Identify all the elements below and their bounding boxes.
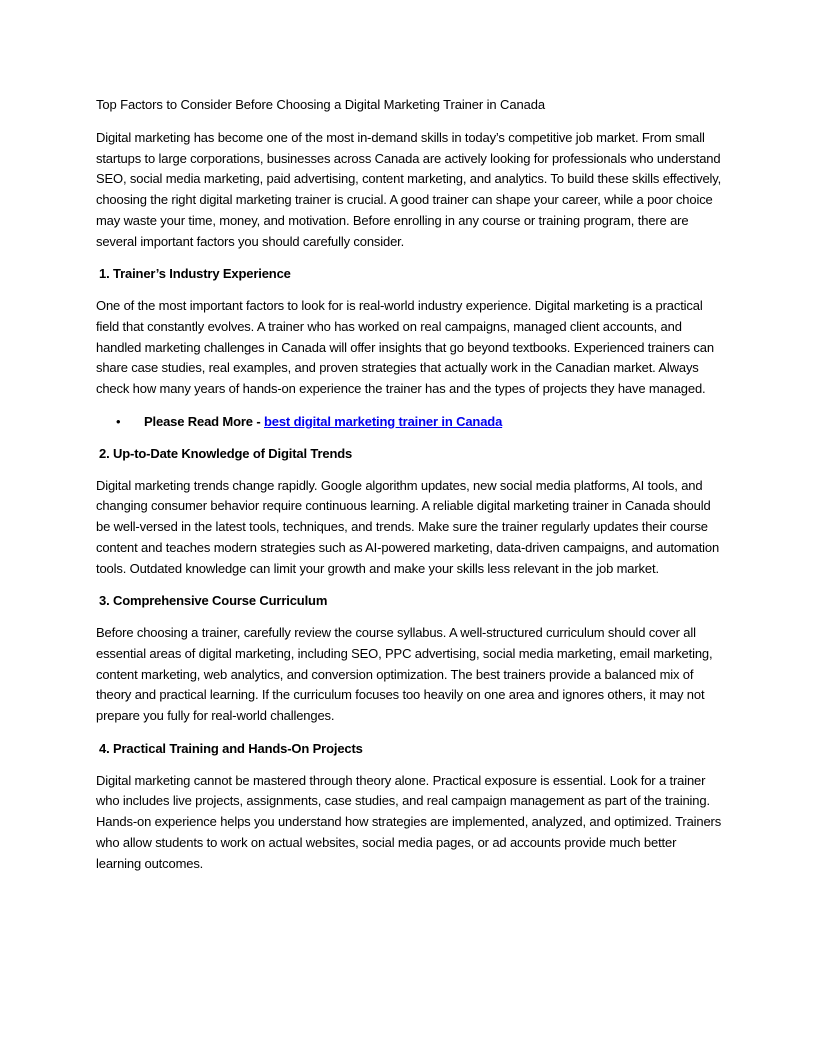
section-2-heading: 2. Up-to-Date Knowledge of Digital Trends — [99, 445, 353, 461]
read-more-link[interactable]: best digital marketing trainer in Canada — [263, 413, 503, 429]
section-3-body: Before choosing a trainer, carefully review the course syllabus. A well-structured curriculum should cover all essential areas of digital marketing, including SEO, PPC advertising, social media marketing, email marketing, content marketing, web analytics, and conversion optimization. The best trainers provide a balanced mix of theory and practical learning. If the curriculum focuses too heavily on one area and ignores others, it may not prepare you fully for real-world challenges. — [96, 625, 713, 724]
intro-paragraph: Digital marketing has become one of the most in-demand skills in today’s competitive job market. From small startups to large corporations, businesses across Canada are actively looking for professionals who understand SEO, social media marketing, paid advertising, content marketing, and analytics. To build these skills effectively, choosing the right digital marketing trainer is crucial. A good trainer can shape your career, while a poor choice may waste your time, money, and motivation. Before enrolling in any course or training program, there are several important factors you should carefully consider. — [96, 130, 722, 249]
section-2-body: Digital marketing trends change rapidly. Google algorithm updates, new social media platforms, AI tools, and changing consumer behavior require continuous learning. A reliable digital marketing trainer in Canada should be well-versed in the latest tools, techniques, and trends. Make sure the trainer regularly updates their course content and teaches modern strategies such as AI-powered marketing, data-driven campaigns, and automation tools. Outdated knowledge can limit your growth and make your skills less relevant in the job market. — [96, 477, 720, 576]
section-1-heading: 1. Trainer’s Industry Experience — [99, 266, 291, 282]
document-page — [96, 96, 722, 887]
section-3-heading: 3. Comprehensive Course Curriculum — [99, 593, 328, 609]
section-1-body: One of the most important factors to look for is real-world industry experience. Digital marketing is a practical field that constantly evolves. A trainer who has worked on real campaigns, managed client accounts, and handled marketing challenges in Canada will offer insights that go beyond textbooks. Experienced trainers can share case studies, real examples, and proven strategies that actually work in the Canadian market. Always check how many years of hands-on experience the trainer has and the types of projects they have managed. — [96, 298, 714, 397]
section-4-heading: 4. Practical Training and Hands-On Projects — [99, 740, 363, 756]
section-4-body: Digital marketing cannot be mastered through theory alone. Practical exposure is essential. Look for a trainer who includes live projects, assignments, case studies, and real campaign management as part of the training. Hands-on experience helps you understand how strategies are implemented, analyzed, and optimized. Trainers who allow students to work on actual websites, social media pages, or ad accounts provide much better learning outcomes. — [96, 772, 722, 871]
read-more-line — [144, 413, 502, 431]
document-title: Top Factors to Consider Before Choosing a Digital Marketing Trainer in Canada — [96, 97, 545, 112]
bullet-icon: • — [116, 413, 121, 429]
read-more-bullet — [116, 413, 722, 431]
read-more-prefix: Please Read More - — [144, 413, 264, 429]
